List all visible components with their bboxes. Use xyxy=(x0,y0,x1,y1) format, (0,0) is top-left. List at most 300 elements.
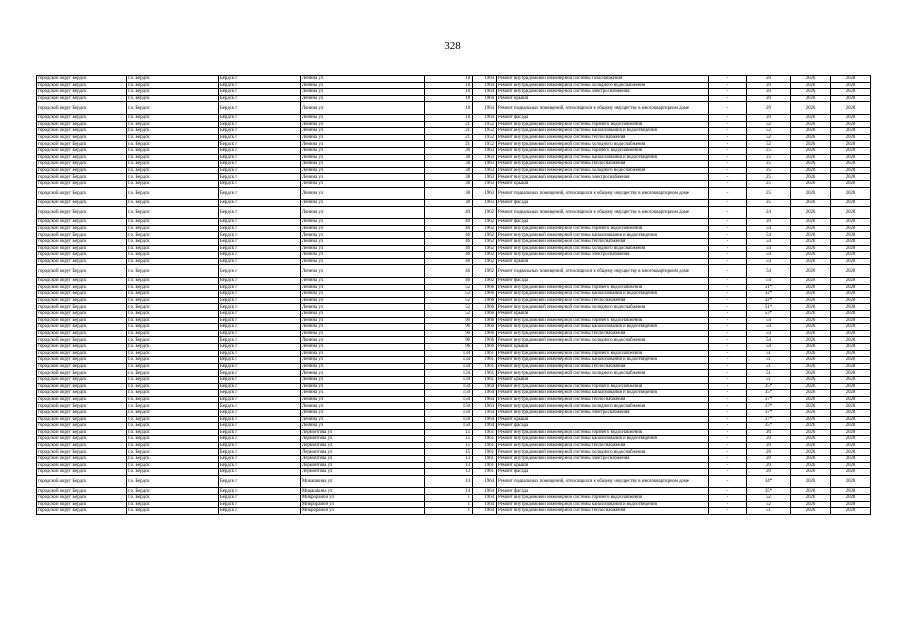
cell-year-from: 2026 xyxy=(791,456,831,463)
cell-dash: - xyxy=(709,265,747,278)
cell-district: г.о. Бердск xyxy=(127,456,219,463)
cell-year-built: 1963 xyxy=(473,174,497,181)
cell-dash: - xyxy=(709,200,747,207)
cell-settlement: Бердск г xyxy=(219,200,301,207)
cell-year-to: 2028 xyxy=(831,416,871,423)
cell-district: г.о. Бердск xyxy=(127,121,219,128)
cell-settlement: Бердск г xyxy=(219,363,301,370)
table-row xyxy=(37,436,871,443)
cell-year-to: 2028 xyxy=(831,403,871,410)
table-row xyxy=(37,311,871,318)
table-row xyxy=(37,252,871,259)
cell-house-number: 38 xyxy=(425,147,473,154)
cell-year-from: 2026 xyxy=(791,161,831,168)
cell-dash: - xyxy=(709,396,747,403)
table-row xyxy=(37,442,871,449)
cell-municipality: городской округ Бердск xyxy=(37,337,127,344)
cell-street: Ленина ул xyxy=(301,102,425,115)
cell-street: Лермонтова ул xyxy=(301,449,425,456)
cell-dash: - xyxy=(709,180,747,187)
cell-municipality: городской округ Бердск xyxy=(37,258,127,265)
cell-cost: 20 xyxy=(747,102,791,115)
cell-work-type: Ремонт подвальных помещений, относящихся к общему имуществу в многоквартирном доме xyxy=(497,102,709,115)
cell-year-built: 1966 xyxy=(473,311,497,318)
cell-district: г.о. Бердск xyxy=(127,265,219,278)
table-row xyxy=(37,350,871,357)
cell-dash: - xyxy=(709,436,747,443)
cell-district: г.о. Бердск xyxy=(127,134,219,141)
cell-municipality: городской округ Бердск xyxy=(37,89,127,96)
cell-year-to: 2028 xyxy=(831,456,871,463)
cell-municipality: городской округ Бердск xyxy=(37,475,127,488)
cell-year-to: 2028 xyxy=(831,442,871,449)
cell-house-number: 46 xyxy=(425,278,473,285)
cell-year-from: 2026 xyxy=(791,324,831,331)
cell-year-to: 2028 xyxy=(831,252,871,259)
cell-settlement: Бердск г xyxy=(219,462,301,469)
cell-municipality: городской округ Бердск xyxy=(37,495,127,502)
cell-cost: 54 xyxy=(747,337,791,344)
cell-year-from: 2026 xyxy=(791,121,831,128)
cell-work-type: Ремонт внутридомовой инженерной системы холодного водоснабжения xyxy=(497,141,709,148)
cell-cost: 25 xyxy=(747,161,791,168)
cell-dash: - xyxy=(709,475,747,488)
table-row xyxy=(37,488,871,495)
cell-cost: 20 xyxy=(747,89,791,96)
cell-year-to: 2028 xyxy=(831,187,871,200)
cell-year-from: 2026 xyxy=(791,508,831,515)
cell-dash: - xyxy=(709,304,747,311)
cell-work-type: Ремонт внутридомовой инженерной системы теплоснабжения xyxy=(497,239,709,246)
cell-district: г.о. Бердск xyxy=(127,330,219,337)
cell-year-to: 2028 xyxy=(831,449,871,456)
cell-year-from: 2026 xyxy=(791,180,831,187)
cell-year-to: 2028 xyxy=(831,475,871,488)
cell-work-type: Ремонт внутридомовой инженерной системы горячего водоснабжения xyxy=(497,284,709,291)
cell-year-from: 2026 xyxy=(791,449,831,456)
cell-house-number: 1 xyxy=(425,501,473,508)
cell-work-type: Ремонт крыши xyxy=(497,462,709,469)
cell-house-number: 46 xyxy=(425,225,473,232)
cell-street: Ленина ул xyxy=(301,134,425,141)
cell-year-from: 2026 xyxy=(791,239,831,246)
cell-district: г.о. Бердск xyxy=(127,469,219,476)
cell-year-from: 2026 xyxy=(791,128,831,135)
cell-street: Ленина ул xyxy=(301,383,425,390)
cell-street: Микрорайон ул xyxy=(301,508,425,515)
cell-municipality: городской округ Бердск xyxy=(37,363,127,370)
cell-municipality: городской округ Бердск xyxy=(37,291,127,298)
table-row xyxy=(37,337,871,344)
cell-street: Ленина ул xyxy=(301,206,425,219)
cell-work-type: Ремонт фасада xyxy=(497,278,709,285)
cell-district: г.о. Бердск xyxy=(127,442,219,449)
cell-cost: 20 xyxy=(747,442,791,449)
cell-cost: 51 xyxy=(747,508,791,515)
cell-street: Лермонтова ул xyxy=(301,436,425,443)
table-row xyxy=(37,508,871,515)
cell-year-from: 2026 xyxy=(791,462,831,469)
cell-street: Ленина ул xyxy=(301,330,425,337)
cell-year-to: 2028 xyxy=(831,350,871,357)
cell-work-type: Ремонт внутридомовой инженерной системы теплоснабжения xyxy=(497,442,709,449)
cell-municipality: городской округ Бердск xyxy=(37,409,127,416)
cell-year-built: 1962 xyxy=(473,232,497,239)
cell-work-type: Ремонт крыши xyxy=(497,311,709,318)
cell-municipality: городской округ Бердск xyxy=(37,161,127,168)
table-row xyxy=(37,161,871,168)
cell-year-to: 2028 xyxy=(831,284,871,291)
cell-house-number: 150 xyxy=(425,396,473,403)
cell-year-to: 2028 xyxy=(831,76,871,83)
cell-municipality: городской округ Бердск xyxy=(37,350,127,357)
cell-municipality: городской округ Бердск xyxy=(37,245,127,252)
cell-settlement: Бердск г xyxy=(219,311,301,318)
cell-cost: 37* xyxy=(747,403,791,410)
cell-street: Ленина ул xyxy=(301,337,425,344)
cell-house-number: 18 xyxy=(425,76,473,83)
cell-year-from: 2026 xyxy=(791,291,831,298)
cell-municipality: городской округ Бердск xyxy=(37,304,127,311)
cell-district: г.о. Бердск xyxy=(127,324,219,331)
cell-year-from: 2026 xyxy=(791,89,831,96)
cell-year-from: 2026 xyxy=(791,337,831,344)
cell-year-from: 2026 xyxy=(791,206,831,219)
cell-settlement: Бердск г xyxy=(219,245,301,252)
cell-settlement: Бердск г xyxy=(219,416,301,423)
cell-settlement: Бердск г xyxy=(219,284,301,291)
table-row xyxy=(37,304,871,311)
cell-street: Ленина ул xyxy=(301,180,425,187)
cell-year-from: 2026 xyxy=(791,469,831,476)
table-row xyxy=(37,102,871,115)
cell-house-number: 13 xyxy=(425,462,473,469)
table-row xyxy=(37,225,871,232)
cell-year-to: 2028 xyxy=(831,376,871,383)
cell-house-number: 52 xyxy=(425,304,473,311)
cell-municipality: городской округ Бердск xyxy=(37,376,127,383)
cell-work-type: Ремонт внутридомовой инженерной системы горячего водоснабжения xyxy=(497,429,709,436)
cell-year-to: 2028 xyxy=(831,311,871,318)
cell-dash: - xyxy=(709,429,747,436)
table-row xyxy=(37,376,871,383)
cell-house-number: 52 xyxy=(425,291,473,298)
cell-district: г.о. Бердск xyxy=(127,311,219,318)
cell-street: Ленина ул xyxy=(301,363,425,370)
cell-municipality: городской округ Бердск xyxy=(37,343,127,350)
table-row xyxy=(37,82,871,89)
cell-year-built: 1966 xyxy=(473,297,497,304)
cell-year-built: 1952 xyxy=(473,121,497,128)
cell-year-to: 2028 xyxy=(831,154,871,161)
cell-municipality: городской округ Бердск xyxy=(37,206,127,219)
cell-cost: 37* xyxy=(747,416,791,423)
cell-year-from: 2026 xyxy=(791,370,831,377)
cell-year-to: 2028 xyxy=(831,370,871,377)
cell-dash: - xyxy=(709,495,747,502)
cell-cost: 35* xyxy=(747,423,791,430)
cell-work-type: Ремонт фасада xyxy=(497,200,709,207)
cell-dash: - xyxy=(709,501,747,508)
cell-district: г.о. Бердск xyxy=(127,278,219,285)
cell-year-from: 2026 xyxy=(791,252,831,259)
cell-municipality: городской округ Бердск xyxy=(37,128,127,135)
cell-year-built: 1964 xyxy=(473,501,497,508)
cell-year-from: 2026 xyxy=(791,102,831,115)
cell-year-from: 2026 xyxy=(791,436,831,443)
cell-settlement: Бердск г xyxy=(219,324,301,331)
cell-house-number: 52 xyxy=(425,297,473,304)
cell-year-to: 2028 xyxy=(831,245,871,252)
table-row xyxy=(37,324,871,331)
cell-year-to: 2028 xyxy=(831,508,871,515)
cell-work-type: Ремонт подвальных помещений, относящихся к общему имуществу в многоквартирном доме xyxy=(497,187,709,200)
cell-cost: 54 xyxy=(747,278,791,285)
cell-year-built: 1966 xyxy=(473,284,497,291)
cell-cost: 20 xyxy=(747,456,791,463)
cell-year-built: 1964 xyxy=(473,508,497,515)
cell-year-to: 2028 xyxy=(831,324,871,331)
cell-work-type: Ремонт фасада xyxy=(497,469,709,476)
cell-street: Ленина ул xyxy=(301,311,425,318)
table-row xyxy=(37,174,871,181)
cell-house-number: 18 xyxy=(425,114,473,121)
table-row xyxy=(37,317,871,324)
cell-cost: 35* xyxy=(747,488,791,495)
cell-year-built: 1961 xyxy=(473,436,497,443)
cell-settlement: Бердск г xyxy=(219,187,301,200)
cell-street: Лермонтова ул xyxy=(301,469,425,476)
table-body xyxy=(37,76,871,515)
cell-dash: - xyxy=(709,278,747,285)
cell-street: Ленина ул xyxy=(301,304,425,311)
cell-year-from: 2026 xyxy=(791,376,831,383)
cell-district: г.о. Бердск xyxy=(127,501,219,508)
cell-street: Ленина ул xyxy=(301,357,425,364)
cell-year-to: 2028 xyxy=(831,278,871,285)
cell-street: Ленина ул xyxy=(301,161,425,168)
cell-cost: 51 xyxy=(747,350,791,357)
cell-house-number: 46 xyxy=(425,232,473,239)
cell-cost: 51* xyxy=(747,304,791,311)
cell-year-to: 2028 xyxy=(831,200,871,207)
cell-year-from: 2026 xyxy=(791,304,831,311)
cell-dash: - xyxy=(709,167,747,174)
cell-work-type: Ремонт внутридомовой инженерной системы канализования и водоотведения xyxy=(497,357,709,364)
cell-cost: 20 xyxy=(747,436,791,443)
cell-dash: - xyxy=(709,161,747,168)
cell-district: г.о. Бердск xyxy=(127,180,219,187)
cell-year-from: 2026 xyxy=(791,363,831,370)
cell-work-type: Ремонт фасада xyxy=(497,219,709,226)
cell-work-type: Ремонт внутридомовой инженерной системы канализования и водоотведения xyxy=(497,232,709,239)
cell-year-built: 1961 xyxy=(473,469,497,476)
cell-district: г.о. Бердск xyxy=(127,475,219,488)
cell-district: г.о. Бердск xyxy=(127,403,219,410)
cell-house-number: 38 xyxy=(425,161,473,168)
cell-year-built: 1962 xyxy=(473,225,497,232)
table-row xyxy=(37,370,871,377)
cell-dash: - xyxy=(709,128,747,135)
cell-street: Ленина ул xyxy=(301,324,425,331)
cell-house-number: 15 xyxy=(425,436,473,443)
cell-cost: 34* xyxy=(747,475,791,488)
cell-house-number: 40 xyxy=(425,219,473,226)
cell-dash: - xyxy=(709,330,747,337)
cell-work-type: Ремонт внутридомовой инженерной системы электроснабжения xyxy=(497,252,709,259)
cell-street: Ленина ул xyxy=(301,343,425,350)
cell-street: Ленина ул xyxy=(301,350,425,357)
cell-dash: - xyxy=(709,134,747,141)
cell-house-number: 96 xyxy=(425,337,473,344)
cell-district: г.о. Бердск xyxy=(127,174,219,181)
cell-dash: - xyxy=(709,291,747,298)
table-row xyxy=(37,200,871,207)
cell-year-from: 2026 xyxy=(791,225,831,232)
cell-settlement: Бердск г xyxy=(219,102,301,115)
cell-year-from: 2026 xyxy=(791,245,831,252)
cell-municipality: городской округ Бердск xyxy=(37,141,127,148)
cell-year-from: 2026 xyxy=(791,200,831,207)
cell-settlement: Бердск г xyxy=(219,390,301,397)
cell-year-to: 2028 xyxy=(831,396,871,403)
cell-settlement: Бердск г xyxy=(219,456,301,463)
cell-district: г.о. Бердск xyxy=(127,167,219,174)
cell-municipality: городской округ Бердск xyxy=(37,423,127,430)
cell-year-built: 1961 xyxy=(473,462,497,469)
cell-street: Ленина ул xyxy=(301,376,425,383)
cell-house-number: 96 xyxy=(425,343,473,350)
cell-district: г.о. Бердск xyxy=(127,187,219,200)
cell-year-to: 2028 xyxy=(831,180,871,187)
cell-year-to: 2028 xyxy=(831,390,871,397)
cell-year-to: 2028 xyxy=(831,343,871,350)
cell-work-type: Ремонт подвальных помещений, относящихся к общему имуществу в многоквартирном доме xyxy=(497,475,709,488)
cell-year-to: 2028 xyxy=(831,291,871,298)
cell-year-to: 2028 xyxy=(831,89,871,96)
cell-year-built: 1962 xyxy=(473,206,497,219)
cell-settlement: Бердск г xyxy=(219,180,301,187)
cell-work-type: Ремонт внутридомовой инженерной системы канализования и водоотведения xyxy=(497,501,709,508)
cell-year-to: 2028 xyxy=(831,258,871,265)
cell-street: Ленина ул xyxy=(301,114,425,121)
cell-year-from: 2026 xyxy=(791,317,831,324)
cell-work-type: Ремонт внутридомовой инженерной системы горячего водоснабжения xyxy=(497,147,709,154)
cell-street: Ленина ул xyxy=(301,174,425,181)
cell-settlement: Бердск г xyxy=(219,297,301,304)
cell-street: Ленина ул xyxy=(301,416,425,423)
cell-house-number: 38 xyxy=(425,180,473,187)
cell-year-built: 1966 xyxy=(473,337,497,344)
cell-district: г.о. Бердск xyxy=(127,363,219,370)
cell-work-type: Ремонт внутридомовой инженерной системы теплоснабжения xyxy=(497,363,709,370)
cell-year-from: 2026 xyxy=(791,429,831,436)
cell-municipality: городской округ Бердск xyxy=(37,134,127,141)
cell-year-built: 1961 xyxy=(473,370,497,377)
cell-municipality: городской округ Бердск xyxy=(37,429,127,436)
cell-year-built: 1964 xyxy=(473,82,497,89)
cell-settlement: Бердск г xyxy=(219,89,301,96)
cell-district: г.о. Бердск xyxy=(127,219,219,226)
cell-house-number: 18 xyxy=(425,102,473,115)
cell-house-number: 15 xyxy=(425,429,473,436)
cell-cost: 54 xyxy=(747,330,791,337)
cell-house-number: 40 xyxy=(425,206,473,219)
table-row xyxy=(37,449,871,456)
cell-settlement: Бердск г xyxy=(219,265,301,278)
cell-cost: 20 xyxy=(747,219,791,226)
cell-year-from: 2026 xyxy=(791,95,831,102)
cell-street: Ленина ул xyxy=(301,187,425,200)
table-row xyxy=(37,278,871,285)
cell-year-built: 1964 xyxy=(473,102,497,115)
cell-cost: 51 xyxy=(747,376,791,383)
cell-year-built: 1963 xyxy=(473,167,497,174)
cell-district: г.о. Бердск xyxy=(127,147,219,154)
cell-district: г.о. Бердск xyxy=(127,161,219,168)
cell-year-to: 2028 xyxy=(831,121,871,128)
cell-year-to: 2028 xyxy=(831,239,871,246)
cell-dash: - xyxy=(709,245,747,252)
cell-cost: 24 xyxy=(747,206,791,219)
cell-cost: 52 xyxy=(747,121,791,128)
cell-work-type: Ремонт внутридомовой инженерной системы канализования и водоотведения xyxy=(497,390,709,397)
cell-work-type: Ремонт внутридомовой инженерной системы холодного водоснабжения xyxy=(497,337,709,344)
cell-year-built: 1962 xyxy=(473,252,497,259)
cell-work-type: Ремонт внутридомовой инженерной системы горячего водоснабжения xyxy=(497,350,709,357)
cell-house-number: 15 xyxy=(425,442,473,449)
cell-work-type: Ремонт внутридомовой инженерной системы теплоснабжения xyxy=(497,297,709,304)
cell-street: Ленина ул xyxy=(301,232,425,239)
cell-cost: 25 xyxy=(747,187,791,200)
cell-year-built: 1966 xyxy=(473,324,497,331)
table-row xyxy=(37,134,871,141)
cell-municipality: городской округ Бердск xyxy=(37,462,127,469)
cell-cost: 51 xyxy=(747,363,791,370)
cell-dash: - xyxy=(709,449,747,456)
table-row xyxy=(37,167,871,174)
cell-dash: - xyxy=(709,350,747,357)
cell-house-number: 15 xyxy=(425,449,473,456)
cell-dash: - xyxy=(709,488,747,495)
table-row xyxy=(37,258,871,265)
cell-year-built: 1963 xyxy=(473,154,497,161)
cell-street: Ленина ул xyxy=(301,370,425,377)
cell-dash: - xyxy=(709,76,747,83)
cell-settlement: Бердск г xyxy=(219,423,301,430)
cell-dash: - xyxy=(709,284,747,291)
cell-work-type: Ремонт внутридомовой инженерной системы горячего водоснабжения xyxy=(497,383,709,390)
cell-year-from: 2026 xyxy=(791,383,831,390)
cell-house-number: 21 xyxy=(425,134,473,141)
cell-street: Лермонтова ул xyxy=(301,442,425,449)
cell-year-built: 1962 xyxy=(473,278,497,285)
cell-cost: 37* xyxy=(747,409,791,416)
cell-cost: 35* xyxy=(747,383,791,390)
cell-year-from: 2026 xyxy=(791,423,831,430)
cell-municipality: городской округ Бердск xyxy=(37,442,127,449)
table-row xyxy=(37,409,871,416)
cell-cost: 25 xyxy=(747,154,791,161)
cell-work-type: Ремонт фасада xyxy=(497,423,709,430)
cell-dash: - xyxy=(709,147,747,154)
table-row xyxy=(37,265,871,278)
cell-street: Ленина ул xyxy=(301,82,425,89)
cell-municipality: городской округ Бердск xyxy=(37,317,127,324)
cell-district: г.о. Бердск xyxy=(127,258,219,265)
cell-cost: 20 xyxy=(747,429,791,436)
cell-municipality: городской округ Бердск xyxy=(37,390,127,397)
